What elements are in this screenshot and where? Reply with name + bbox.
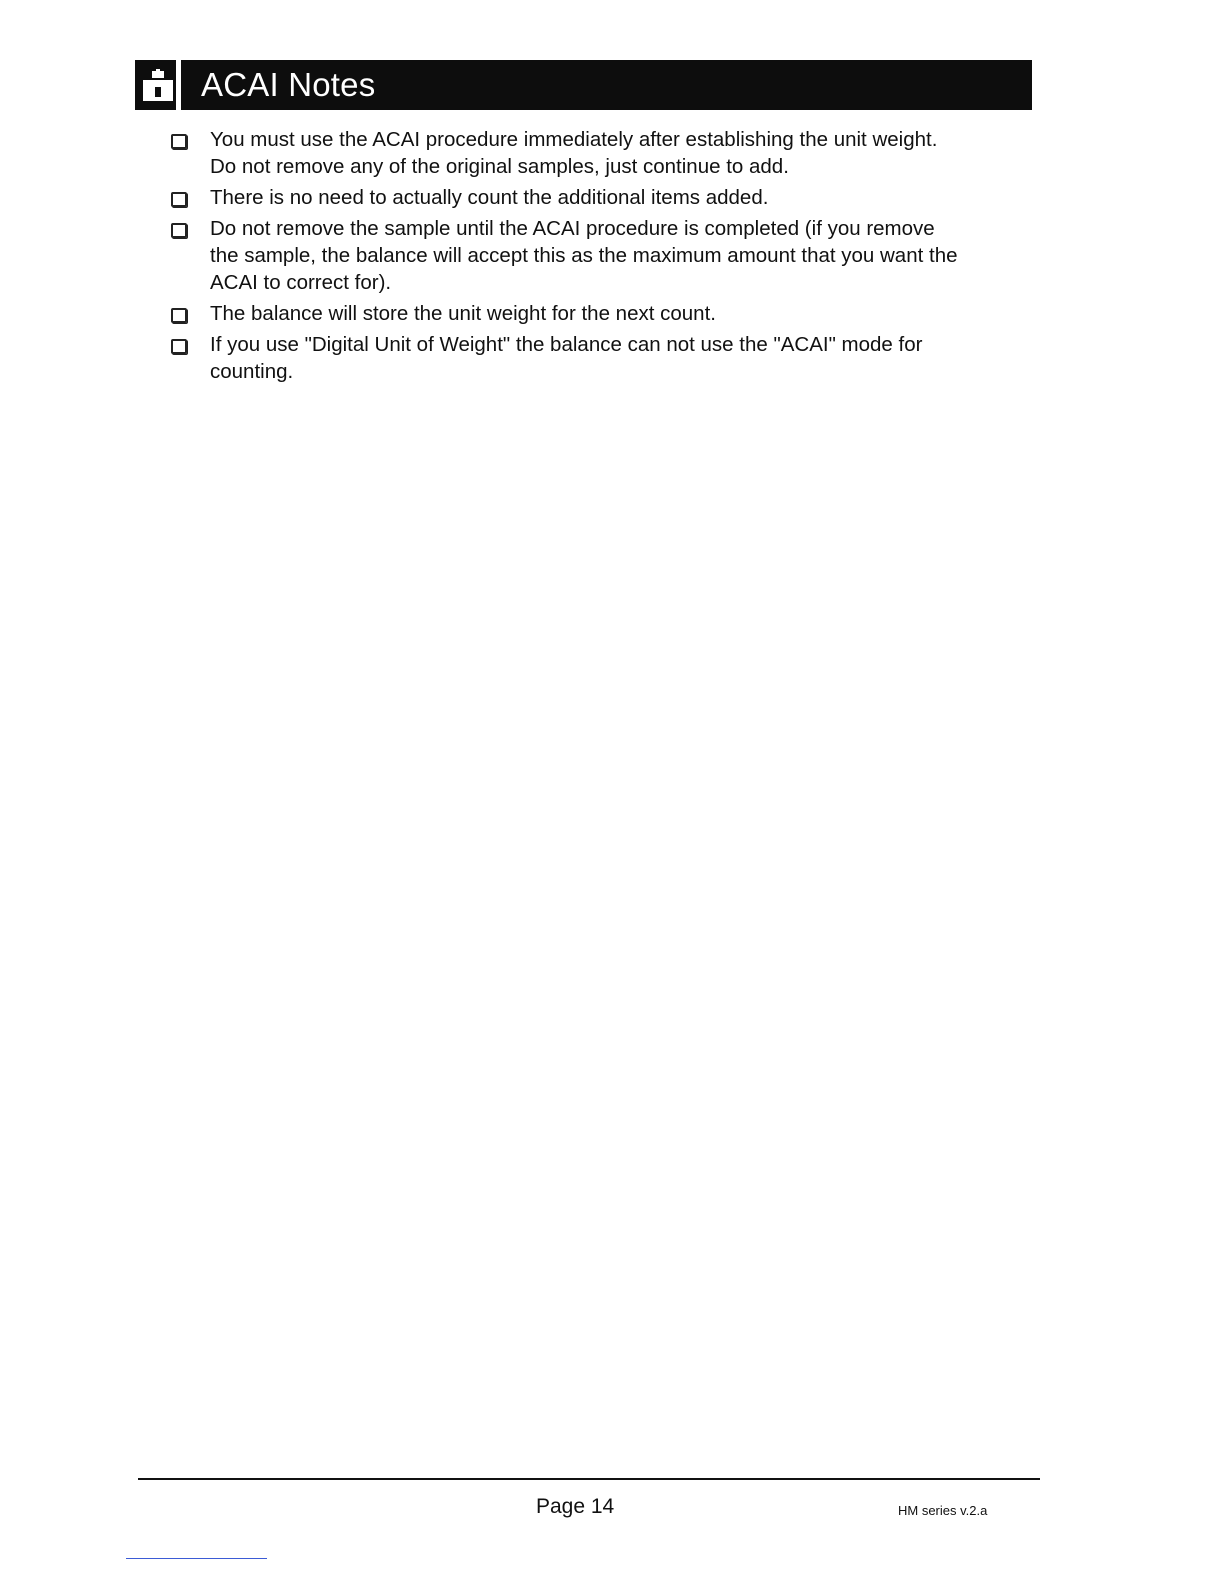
checkbox-icon (171, 339, 187, 354)
note-line: the sample, the balance will accept this as the maximum amount that you want the (210, 244, 958, 267)
note-line: The balance will store the unit weight for the next count. (210, 302, 716, 325)
note-line: counting. (210, 360, 294, 383)
weight-icon (143, 69, 173, 101)
checkbox-icon (171, 308, 187, 323)
corner-divider (126, 1558, 267, 1559)
note-item (170, 331, 1010, 385)
note-line: There is no need to actually count the additional items added. (210, 186, 769, 209)
header-icon-box (135, 60, 181, 110)
note-item (170, 184, 1010, 211)
note-line: Do not remove the sample until the ACAI procedure is completed (if you remove (210, 217, 935, 240)
version-label: HM series v.2.a (898, 1503, 988, 1518)
notes-list (170, 126, 1010, 389)
note-line: ACAI to correct for). (210, 271, 392, 294)
page-title: ACAI Notes (201, 66, 376, 103)
checkbox-icon (171, 223, 187, 238)
page-number: Page 14 (536, 1495, 615, 1518)
section-header (135, 60, 1032, 110)
note-line: If you use "Digital Unit of Weight" the balance can not use the "ACAI" mode for (210, 333, 923, 356)
checkbox-icon (171, 134, 187, 149)
note-item (170, 300, 1010, 327)
note-item (170, 215, 1010, 296)
note-item (170, 126, 1010, 180)
footer-divider (138, 1478, 1040, 1480)
note-line: Do not remove any of the original samples, just continue to add. (210, 155, 789, 178)
checkbox-icon (171, 192, 187, 207)
note-line: You must use the ACAI procedure immediately after establishing the unit weight. (210, 128, 938, 151)
